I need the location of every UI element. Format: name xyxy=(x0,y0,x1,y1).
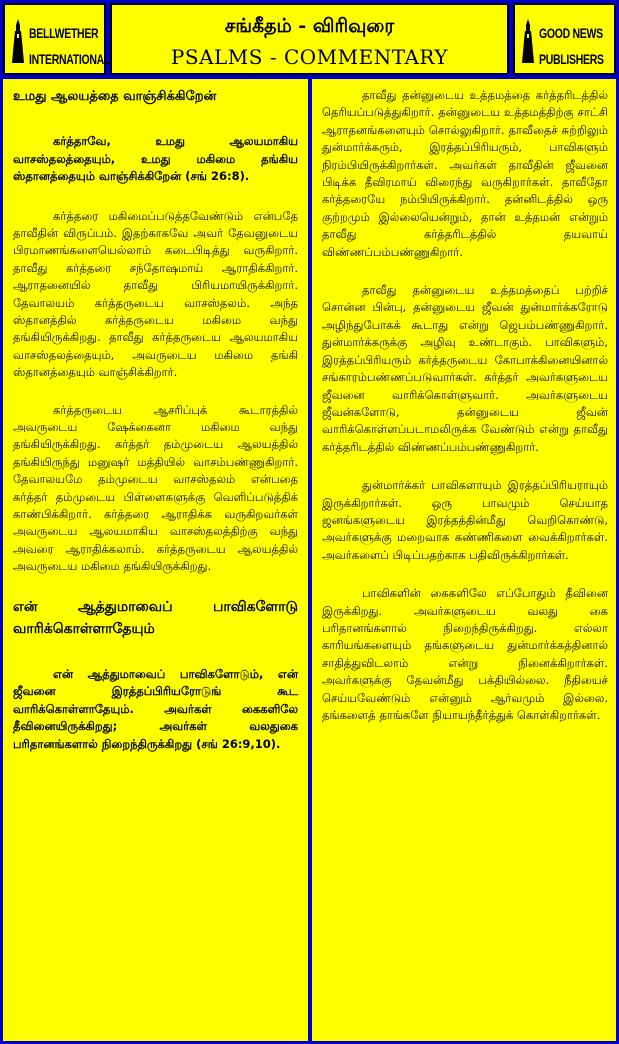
good-news-logo-text xyxy=(539,22,615,73)
title-box xyxy=(110,3,509,75)
scripture-quote-26-9-10: என் ஆத்துமாவைப் பாவிகளோடும், என் ஜீவனை இரத்தப்பிரியரோடுங் கூட வாரிக்கொள்ளாதேயும். அவர்கள் கைகளிலே தீவினையிருக்கிறது; அவர்கள் வலதுகை பரிதானங்களால் நிறைந்திருக்கிறது (சங் 26:9,10). xyxy=(13,666,298,751)
section-heading-temple: உமது ஆலயத்தை வாஞ்சிக்கிறேன் xyxy=(13,89,217,104)
left-column xyxy=(3,79,308,1041)
bellwether-line1: BELLWETHER xyxy=(29,26,99,43)
good-news-logo xyxy=(513,3,616,75)
page-title-english: PSALMS - COMMENTARY xyxy=(170,45,449,69)
commentary-paragraph: கர்த்தரை மகிமைப்படுத்தவேண்டும் என்பதே தாவீதின் விருப்பம். இதற்காகவே அவர் தேவனுடைய பிரமாணங்களையெல்லாம் கடைபிடித்து வருகிறார். தாவீது கர்த்தரை சந்தோஷமாய் ஆராதிக்கிறார். ஆராதனையில் தாவீது பிரியமாயிருக்கிறார். தேவாலயம் கர்த்தருடைய வாசஸ்தலம். அந்த ஸ்தானத்தில் கர்த்தருடைய மகிமை வந்து தங்கியிருக்கிறது. தாவீது கர்த்தருடைய ஆலயமாகிய வாசஸ்தலத்தையும், அவருடைய மகிமை தங்கி ஸ்தானத்தையும் வாஞ்சிக்கிறார். xyxy=(13,208,298,380)
good-news-line2: PUBLISHERS xyxy=(539,51,604,68)
bellwether-logo-mark xyxy=(11,19,111,68)
page-title-tamil: சங்கீதம் - விரிவுரை xyxy=(224,15,395,37)
header xyxy=(3,3,616,75)
commentary-paragraph: துன்மார்க்கர் பாவிகளாயும் இரத்தப்பிரியராயும் இருக்கிறார்கள். ஒரு பாவமும் செய்யாத ஜனங்களுடைய இரத்தத்தின்மீது வெறிகொண்டு, அவர்களுக்கு மறைவாக கண்ணிகளை வைக்கிறார்கள். அவர்களைப் பிடிப்பதற்காக பதிவிருக்கிறார்கள். xyxy=(322,478,608,562)
commentary-paragraph: தாவீது தன்னுடைய உத்தமத்தை கர்த்தரிடத்தில் தெரியப்படுத்துகிறார். தன்னுடைய உத்தமத்திற்கு சாட்சி ஆராதனங்களையும் சொல்லுகிறார். தாவீதைச் சுற்றிலும் துன்மார்க்கரும், இரத்தப்பிரியரும், பாவிகளும் நிரம்பியிருக்கிறார்கள். அவர்கள் தாவீதின் ஜீவனை பிடிக்க தீவிரமாய் விரைந்து வருகிறார்கள். தாவீதோ கர்த்தரையே நம்பியிருக்கிறார். தன்னிடத்தில் ஒரு குற்றமும் இல்லையென்றும், தான் உத்தமன் என்றும் தாவீது கர்த்தரிடத்தில் தயவாய் விண்ணப்பம்பண்ணுகிறார். xyxy=(322,88,608,259)
commentary-paragraph: தாவீது தன்னுடைய உத்தமத்தைப் பற்றிச் சொன்ன பின்பு, தன்னுடைய ஜீவன் துன்மார்க்கரோடு அழிந்துபோகக் கூடாது என்று ஜெபம்பண்ணுகிறார். துன்மார்க்கருக்கு அழிவு உண்டாகும். பாவிகளும், இரத்தப்பிரியரும் கர்த்தருடைய கோபாக்கினையினால் சங்காரம்பண்ணப்படுவார்கள். கர்த்தர் அவர்களுடைய ஜீவனை வாரிக்கொள்ளுவார். அவர்களுடைய ஜீவன்களோடு, தன்னுடைய ஜீவன் வாரிக்கொள்ளப்படாமலிருக்க வேண்டும் என்று தாவீது கர்த்தரிடத்தில் விண்ணப்பம்பண்ணுகிறார். xyxy=(322,283,608,454)
bellwether-tower-icon xyxy=(11,19,25,63)
good-news-tower-icon xyxy=(521,19,535,63)
good-news-logo-mark xyxy=(521,19,611,68)
right-column xyxy=(312,79,616,1041)
bellwether-logo-text xyxy=(29,22,111,73)
bellwether-line2: INTERNATIONAL xyxy=(29,51,111,68)
commentary-paragraph: பாவிகளின் கைகளிலே எப்போதும் தீவினை இருக்கிறது. அவர்களுடைய வலது கை பரிதானங்களால் நிறைந்திருக்கிறது. எல்லா காரியங்களையும் தங்களுடைய துன்மார்க்கத்தினால் சாதித்துவிடலாம் என்று நினைக்கிறார்கள். அவர்களுக்கு தேவன்மீது பக்தியில்லை. நீதியைச் செய்யவேண்டும் என்னும் ஆர்வமும் இல்லை. தங்களைத் தாங்களே நியாயந்தீர்த்துக் கொள்கிறார்கள். xyxy=(322,586,608,722)
good-news-line1: GOOD NEWS xyxy=(539,26,603,43)
bellwether-logo xyxy=(3,3,111,75)
scripture-quote-26-8: கர்த்தாவே, உமது ஆலயமாகிய வாசஸ்தலத்தையும், உமது மகிமை தங்கிய ஸ்தானத்தையும் வாஞ்சிக்கிறேன் (சங் 26:8). xyxy=(13,134,298,183)
commentary-paragraph: கர்த்தருடைய ஆசரிப்புக் கூடாரத்தில் அவருடைய ஷேக்கைனா மகிமை வந்து தங்கியிருக்கிறது. கர்த்தர் தம்முடைய ஆலயத்தில் தங்கியிருந்து மனுஷர் மத்தியில் வாசம்பண்ணுகிறார். தேவாலயமே தம்முடைய வாசஸ்தலம் என்பதை கர்த்தர் தம்முடைய பிள்ளைகளுக்கு வெளிப்படுத்திக் காண்பிக்கிறார். கர்த்தரை ஆராதிக்க வருகிறவர்கள் அவருடைய ஆலயமாகிய வாசஸ்தலத்திற்கு வந்து அவரை ஆராதிக்கலாம். கர்த்தருடைய ஆலயத்தில் அவருடைய மகிமை தங்கியிருக்கிறது. xyxy=(13,402,298,574)
section-heading-soul: என் ஆத்துமாவைப் பாவிகளோடு வாரிக்கொள்ளாதேயும் xyxy=(13,598,298,637)
